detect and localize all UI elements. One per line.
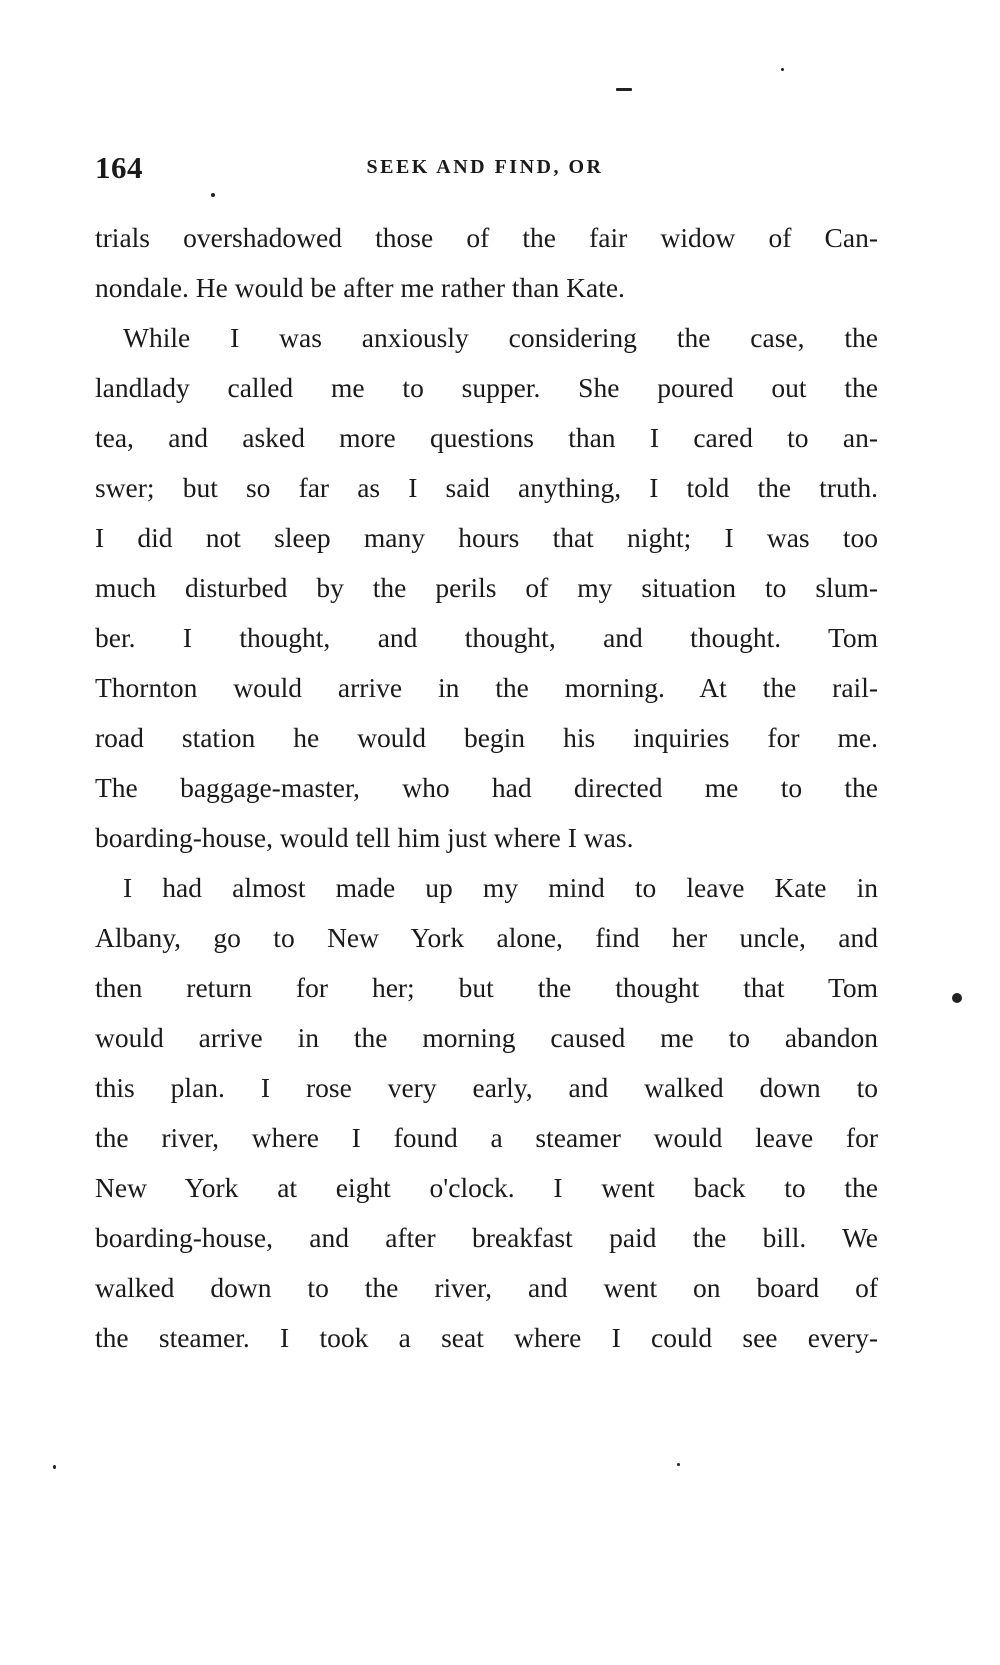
text-line: then return for her; but the thought that Tom <box>95 972 878 1003</box>
text-line: much disturbed by the perils of my situation to slum- <box>95 572 878 603</box>
text-line: landlady called me to supper. She poured out the <box>95 372 878 403</box>
page-number: 164 <box>95 150 143 185</box>
text-line: trials overshadowed those of the fair widow of Can- <box>95 222 878 253</box>
text-line: Albany, go to New York alone, find her uncle, and <box>95 922 878 953</box>
text-line: this plan. I rose very early, and walked down to <box>95 1072 878 1103</box>
text-line: ber. I thought, and thought, and thought. Tom <box>95 622 878 653</box>
text-line: boarding-house, would tell him just where I was. <box>95 822 634 853</box>
ink-speck <box>781 68 784 71</box>
text-line: road station he would begin his inquiries for me. <box>95 722 878 753</box>
text-line: tea, and asked more questions than I cared to an- <box>95 422 878 453</box>
text-line: While I was anxiously considering the case, the <box>123 322 878 353</box>
running-head <box>95 150 875 190</box>
body-text <box>95 213 878 1363</box>
ink-speck <box>211 193 215 197</box>
text-line: I had almost made up my mind to leave Kate in <box>123 872 878 903</box>
text-line: the river, where I found a steamer would leave for <box>95 1122 878 1153</box>
text-line: the steamer. I took a seat where I could see every- <box>95 1322 878 1353</box>
text-line: New York at eight o'clock. I went back to the <box>95 1172 878 1203</box>
ink-speck <box>677 1463 680 1466</box>
text-line: boarding-house, and after breakfast paid the bill. We <box>95 1222 878 1253</box>
running-title: SEEK AND FIND, OR <box>366 156 604 178</box>
text-line: I did not sleep many hours that night; I was too <box>95 522 878 553</box>
text-line: nondale. He would be after me rather than Kate. <box>95 272 625 303</box>
text-line: The baggage-master, who had directed me to the <box>95 772 878 803</box>
text-line: walked down to the river, and went on board of <box>95 1272 878 1303</box>
ink-speck <box>616 88 632 91</box>
ink-speck <box>952 993 962 1003</box>
text-line: swer; but so far as I said anything, I told the truth. <box>95 472 878 503</box>
text-line: would arrive in the morning caused me to abandon <box>95 1022 878 1053</box>
ink-speck <box>53 1465 56 1469</box>
text-line: Thornton would arrive in the morning. At the rail- <box>95 672 878 703</box>
